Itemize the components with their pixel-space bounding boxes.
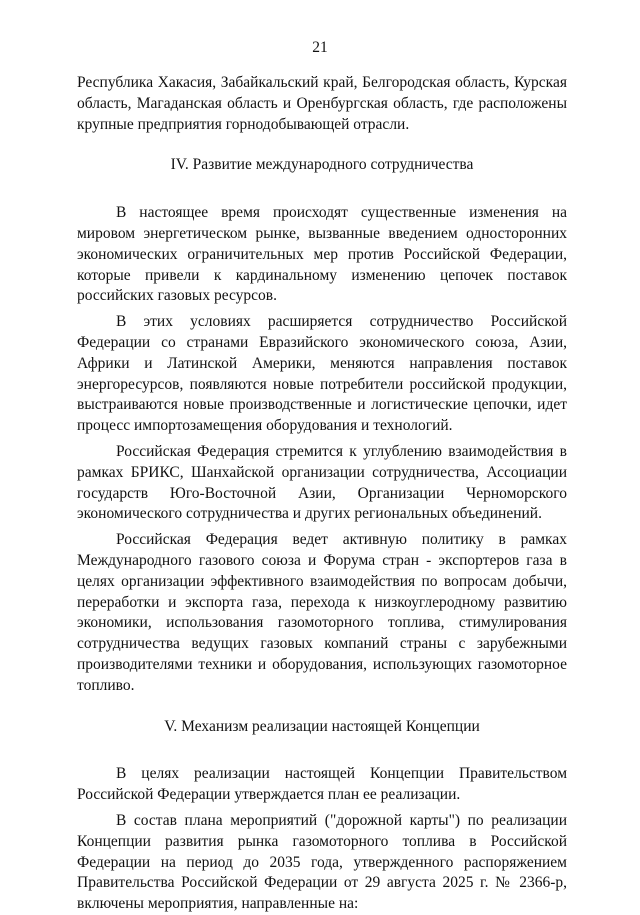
spacer <box>77 135 567 155</box>
paragraph: В состав плана мероприятий ("дорожной карты") по реализации Концепции развития рынка газомоторного топлива в Российской Федерации на период до 2035 года, утвержденного распоряжением Правительства Российской Федерации от 29 августа 2025 г. № 2366-р, включены мероприятия, направленные на: <box>77 811 567 913</box>
paragraph: В настоящее время происходят существенные изменения на мировом энергетическом рынке, вызванные введением односторонних экономических ограничительных мер против Российской Федерации, которые привели к кардинальному изменению цепочек поставок российских газовых ресурсов. <box>77 204 567 305</box>
paragraph: Российская Федерация ведет активную политику в рамках Международного газового союза и Форума стран - экспортеров газа в целях организации эффективного взаимодействия по вопросам добычи, переработки и экспорта газа, перехода к низкоуглеродному развитию экономики, использования газомоторного топлива, стимулирования сотрудничества ведущих газовых компаний страны с зарубежными производителями техники и оборудования, использующих газомоторное топливо. <box>77 531 567 694</box>
page-number: 21 <box>312 39 328 56</box>
section-heading-iv: IV. Развитие международного сотрудничества <box>170 156 474 174</box>
section-heading-v: V. Механизм реализации настоящей Концепции <box>164 717 480 735</box>
spacer <box>77 176 567 203</box>
spacer <box>77 737 567 764</box>
document-body <box>77 73 567 915</box>
paragraph: Российская Федерация стремится к углублению взаимодействия в рамках БРИКС, Шанхайской организации сотрудничества, Ассоциации государств Юго-Восточной Азии, Организации Черноморского экономического сотрудничества и других региональных объединений. <box>77 442 567 523</box>
paragraph: В этих условиях расширяется сотрудничество Российской Федерации со странами Евразийского экономического союза, Азии, Африки и Латинской Америки, меняются направления поставок энергоресурсов, появляются новые потребители российской продукции, выстраиваются новые производственные и логистические цепочки, идет процесс импортозамещения оборудования и технологий. <box>77 313 567 435</box>
paragraph-continuation: Республика Хакасия, Забайкальский край, Белгородская область, Курская область, Магаданская область и Оренбургская область, где расположены крупные предприятия горнодобывающей отрасли. <box>77 74 567 133</box>
spacer <box>77 697 567 717</box>
paragraph: В целях реализации настоящей Концепции Правительством Российской Федерации утверждается план ее реализации. <box>77 765 567 804</box>
